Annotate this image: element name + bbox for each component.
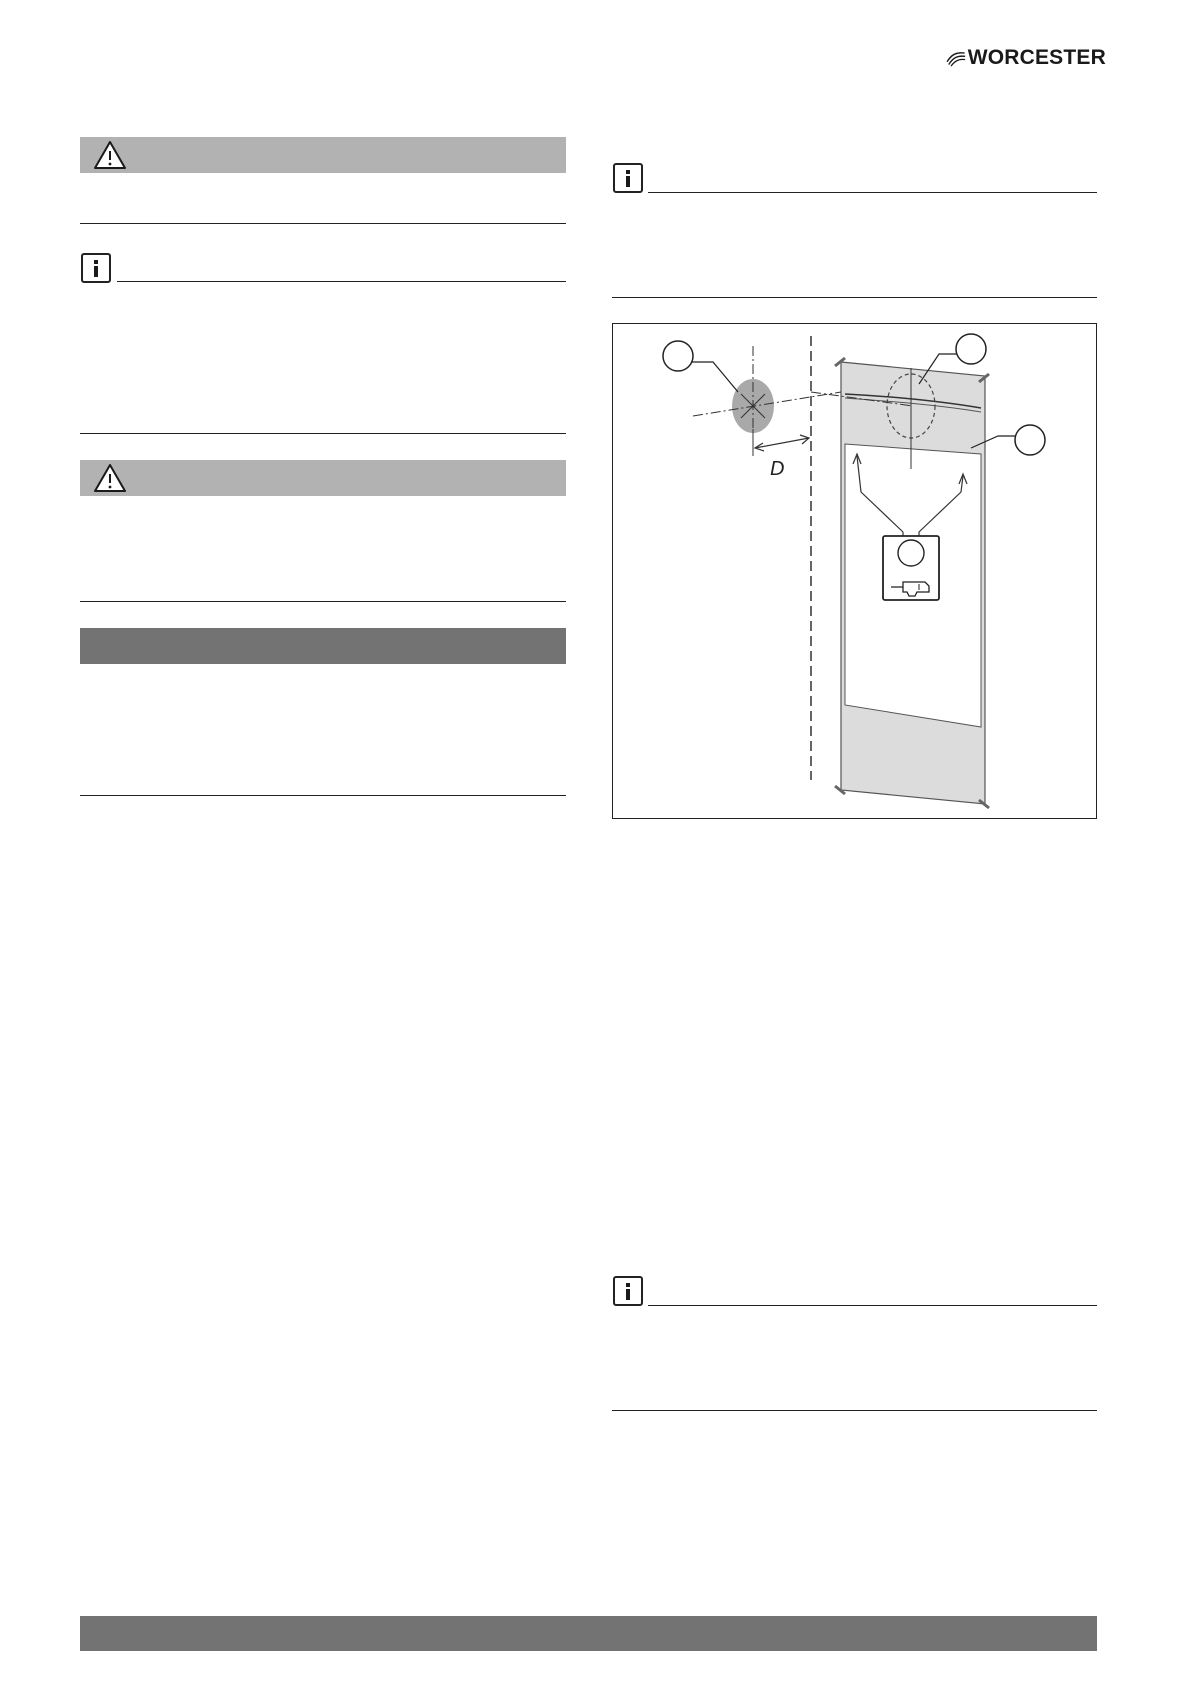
- dimension-label: D: [770, 458, 785, 480]
- figure-drawing: [613, 324, 1098, 820]
- section-heading-bar: [80, 628, 566, 664]
- divider: [80, 433, 566, 434]
- callout-circle: [956, 334, 986, 364]
- divider: [80, 795, 566, 796]
- brand-logo: [946, 38, 1106, 78]
- callout-circle: [663, 341, 693, 371]
- divider: [612, 297, 1097, 298]
- info-icon: [613, 1276, 643, 1306]
- brand-name: WORCESTER: [967, 46, 1106, 69]
- warning-triangle-icon: [92, 462, 128, 494]
- info-rule: [117, 281, 566, 282]
- divider: [612, 1410, 1097, 1411]
- info-icon: [81, 253, 111, 283]
- divider: [80, 223, 566, 224]
- worcester-swoosh-icon: [946, 43, 966, 73]
- warning-triangle-icon: [92, 139, 128, 171]
- warning-banner-2: [80, 460, 566, 496]
- warning-banner-1: [80, 137, 566, 173]
- info-icon: [613, 163, 643, 193]
- info-rule: [648, 1305, 1097, 1306]
- callout-circle: [1015, 425, 1045, 455]
- dimension-arrow: [755, 438, 809, 448]
- info-rule: [648, 192, 1097, 193]
- footer-bar: [80, 1616, 1097, 1651]
- installation-figure: [612, 323, 1097, 819]
- divider: [80, 601, 566, 602]
